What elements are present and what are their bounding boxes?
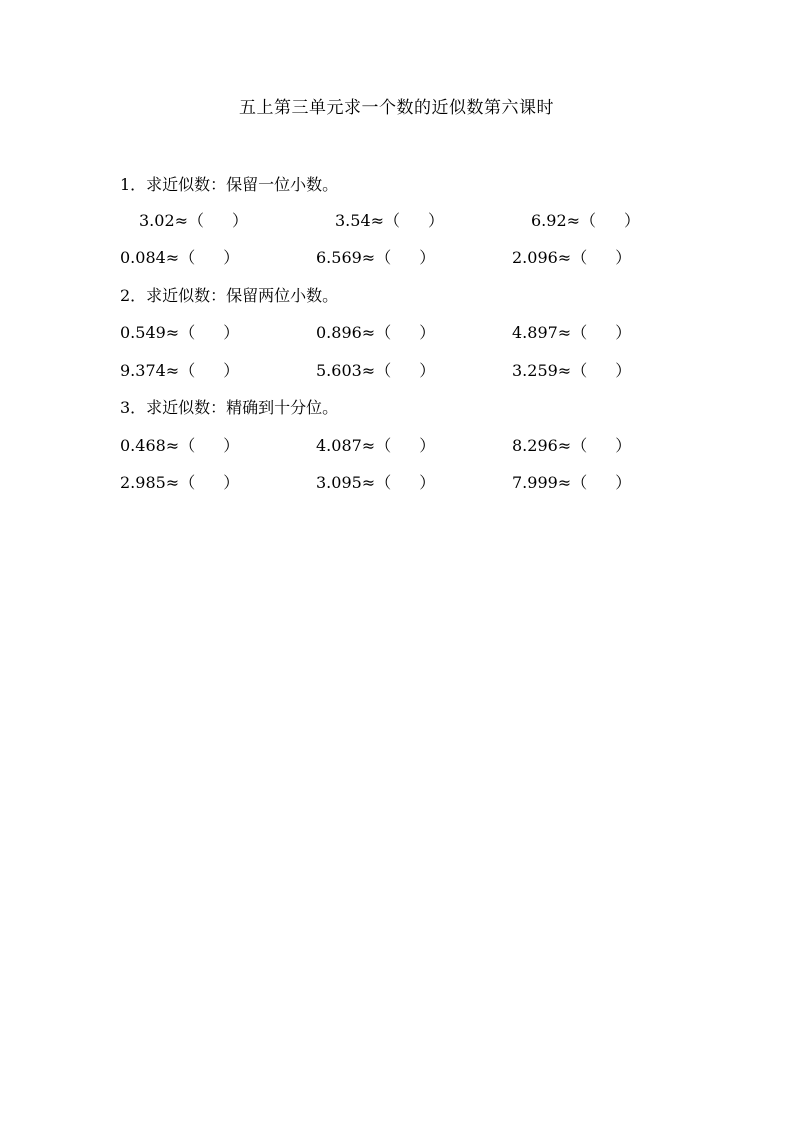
problem-close-paren: ） [615, 361, 632, 380]
problem-2-2-2 [316, 360, 435, 382]
problem-close-paren: ） [428, 211, 445, 230]
problem-expression: 6.92≈（ [531, 211, 597, 230]
problem-1-2-2 [316, 247, 435, 269]
problem-1-1-1 [139, 210, 248, 232]
problem-3-1-3 [512, 435, 631, 457]
problem-close-paren: ） [419, 248, 436, 267]
problem-2-1-2 [316, 322, 435, 344]
problem-2-1-1 [120, 322, 239, 344]
problem-expression: 7.999≈（ [512, 473, 588, 492]
problem-2-2-3 [512, 360, 631, 382]
section-heading-2: 2．求近似数：保留两位小数。 [120, 286, 339, 305]
problem-close-paren: ） [223, 248, 240, 267]
problem-close-paren: ） [419, 436, 436, 455]
problem-expression: 9.374≈（ [120, 361, 196, 380]
problem-1-1-3 [531, 210, 640, 232]
problem-close-paren: ） [223, 436, 240, 455]
problem-close-paren: ） [615, 473, 632, 492]
problem-expression: 6.569≈（ [316, 248, 392, 267]
problem-expression: 3.54≈（ [335, 211, 401, 230]
problem-expression: 2.096≈（ [512, 248, 588, 267]
problem-1-1-2 [335, 210, 444, 232]
problem-3-2-1 [120, 472, 239, 494]
section-heading-1: 1．求近似数：保留一位小数。 [120, 175, 339, 194]
problem-1-2-1 [120, 247, 239, 269]
problem-expression: 0.549≈（ [120, 323, 196, 342]
problem-close-paren: ） [615, 248, 632, 267]
problem-expression: 8.296≈（ [512, 436, 588, 455]
problem-close-paren: ） [624, 211, 641, 230]
page-title: 五上第三单元求一个数的近似数第六课时 [239, 98, 554, 118]
problem-expression: 3.095≈（ [316, 473, 392, 492]
problem-expression: 5.603≈（ [316, 361, 392, 380]
section-heading-3: 3．求近似数：精确到十分位。 [120, 398, 339, 417]
problem-close-paren: ） [419, 361, 436, 380]
problem-3-1-1 [120, 435, 239, 457]
problem-1-2-3 [512, 247, 631, 269]
problem-expression: 4.897≈（ [512, 323, 588, 342]
problem-3-2-2 [316, 472, 435, 494]
problem-expression: 0.084≈（ [120, 248, 196, 267]
problem-expression: 3.259≈（ [512, 361, 588, 380]
problem-2-2-1 [120, 360, 239, 382]
problem-close-paren: ） [615, 436, 632, 455]
problem-close-paren: ） [232, 211, 249, 230]
problem-close-paren: ） [223, 473, 240, 492]
problem-close-paren: ） [223, 323, 240, 342]
problem-expression: 0.896≈（ [316, 323, 392, 342]
problem-close-paren: ） [419, 473, 436, 492]
problem-close-paren: ） [223, 361, 240, 380]
problem-2-1-3 [512, 322, 631, 344]
problem-expression: 4.087≈（ [316, 436, 392, 455]
problem-3-2-3 [512, 472, 631, 494]
problem-3-1-2 [316, 435, 435, 457]
problem-expression: 0.468≈（ [120, 436, 196, 455]
problem-close-paren: ） [615, 323, 632, 342]
problem-close-paren: ） [419, 323, 436, 342]
problem-expression: 3.02≈（ [139, 211, 205, 230]
problem-expression: 2.985≈（ [120, 473, 196, 492]
